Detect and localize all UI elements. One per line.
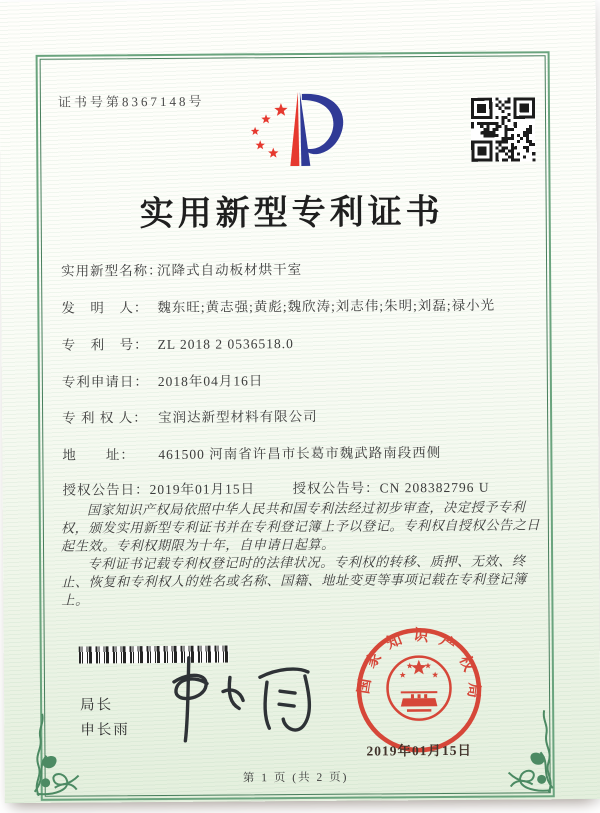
logo-stars bbox=[251, 103, 288, 158]
field-label: 专利申请日： bbox=[61, 374, 149, 390]
certificate-title: 实用新型专利证书 bbox=[139, 193, 444, 234]
field-label: 地 址： bbox=[62, 447, 135, 463]
field-value: 沉降式自动板材烘干室 bbox=[157, 261, 303, 278]
field-row-grant bbox=[62, 477, 490, 498]
cnipa-logo-icon bbox=[238, 84, 363, 175]
field-value: 461500 河南省许昌市长葛市魏武路南段西侧 bbox=[158, 445, 442, 462]
grant-date-label: 授权公告日： bbox=[62, 482, 150, 498]
field-row-name bbox=[61, 258, 302, 280]
legal-paragraph: 国家知识产权局依照中华人民共和国专利法经过初步审查，决定授予专利权，颁发实用新型专利证书并在专利登记簿上予以登记。专利权自授权公告之日起生效。专利权期限为十年，自申请日起算。 bbox=[60, 499, 540, 554]
grant-number-value: CN 208382796 U bbox=[379, 479, 490, 496]
field-value: 魏东旺;黄志强;黄彪;魏欣涛;刘志伟;朱明;刘磊;禄小光 bbox=[157, 297, 496, 315]
field-label: 专 利 权 人： bbox=[62, 410, 148, 426]
field-row-patentee bbox=[62, 405, 318, 427]
field-row-filing-date bbox=[62, 369, 264, 390]
field-row-patent-no bbox=[62, 332, 294, 354]
legal-text bbox=[61, 498, 548, 609]
field-value: 2018年04月16日 bbox=[157, 373, 264, 389]
grant-date-value: 2019年01月15日 bbox=[149, 481, 256, 498]
grant-number-label: 授权公告号： bbox=[292, 480, 380, 497]
qr-code-icon bbox=[468, 97, 538, 161]
signer-name: 申长雨 bbox=[80, 722, 130, 739]
official-seal-icon bbox=[354, 625, 485, 756]
seal-emblem bbox=[387, 656, 450, 719]
field-value: 宝润达新型材料有限公司 bbox=[158, 408, 318, 425]
field-label: 实用新型名称： bbox=[61, 262, 163, 279]
field-row-inventors bbox=[61, 294, 495, 317]
legal-paragraph: 专利证书记载专利权登记时的法律状况。专利权的转移、质押、无效、终止、恢复和专利权人的姓名或名称、国籍、地址变更等事项记载在专利登记簿上。 bbox=[61, 553, 527, 608]
signature-icon bbox=[144, 645, 330, 751]
field-label: 发 明 人： bbox=[61, 300, 149, 316]
seal-date: 2019年01月15日 bbox=[366, 742, 472, 759]
grant-number-group bbox=[293, 476, 490, 497]
field-label: 专 利 号： bbox=[61, 337, 149, 353]
certificate-number: 证书号第8367148号 bbox=[57, 93, 205, 110]
signer-title: 局长 bbox=[80, 697, 114, 714]
seal-text: 国家知识产权局 bbox=[355, 626, 483, 709]
page-footer: 第 1 页 (共 2 页) bbox=[242, 771, 349, 785]
field-row-address bbox=[62, 441, 441, 464]
field-value: ZL 2018 2 0536518.0 bbox=[157, 336, 294, 352]
